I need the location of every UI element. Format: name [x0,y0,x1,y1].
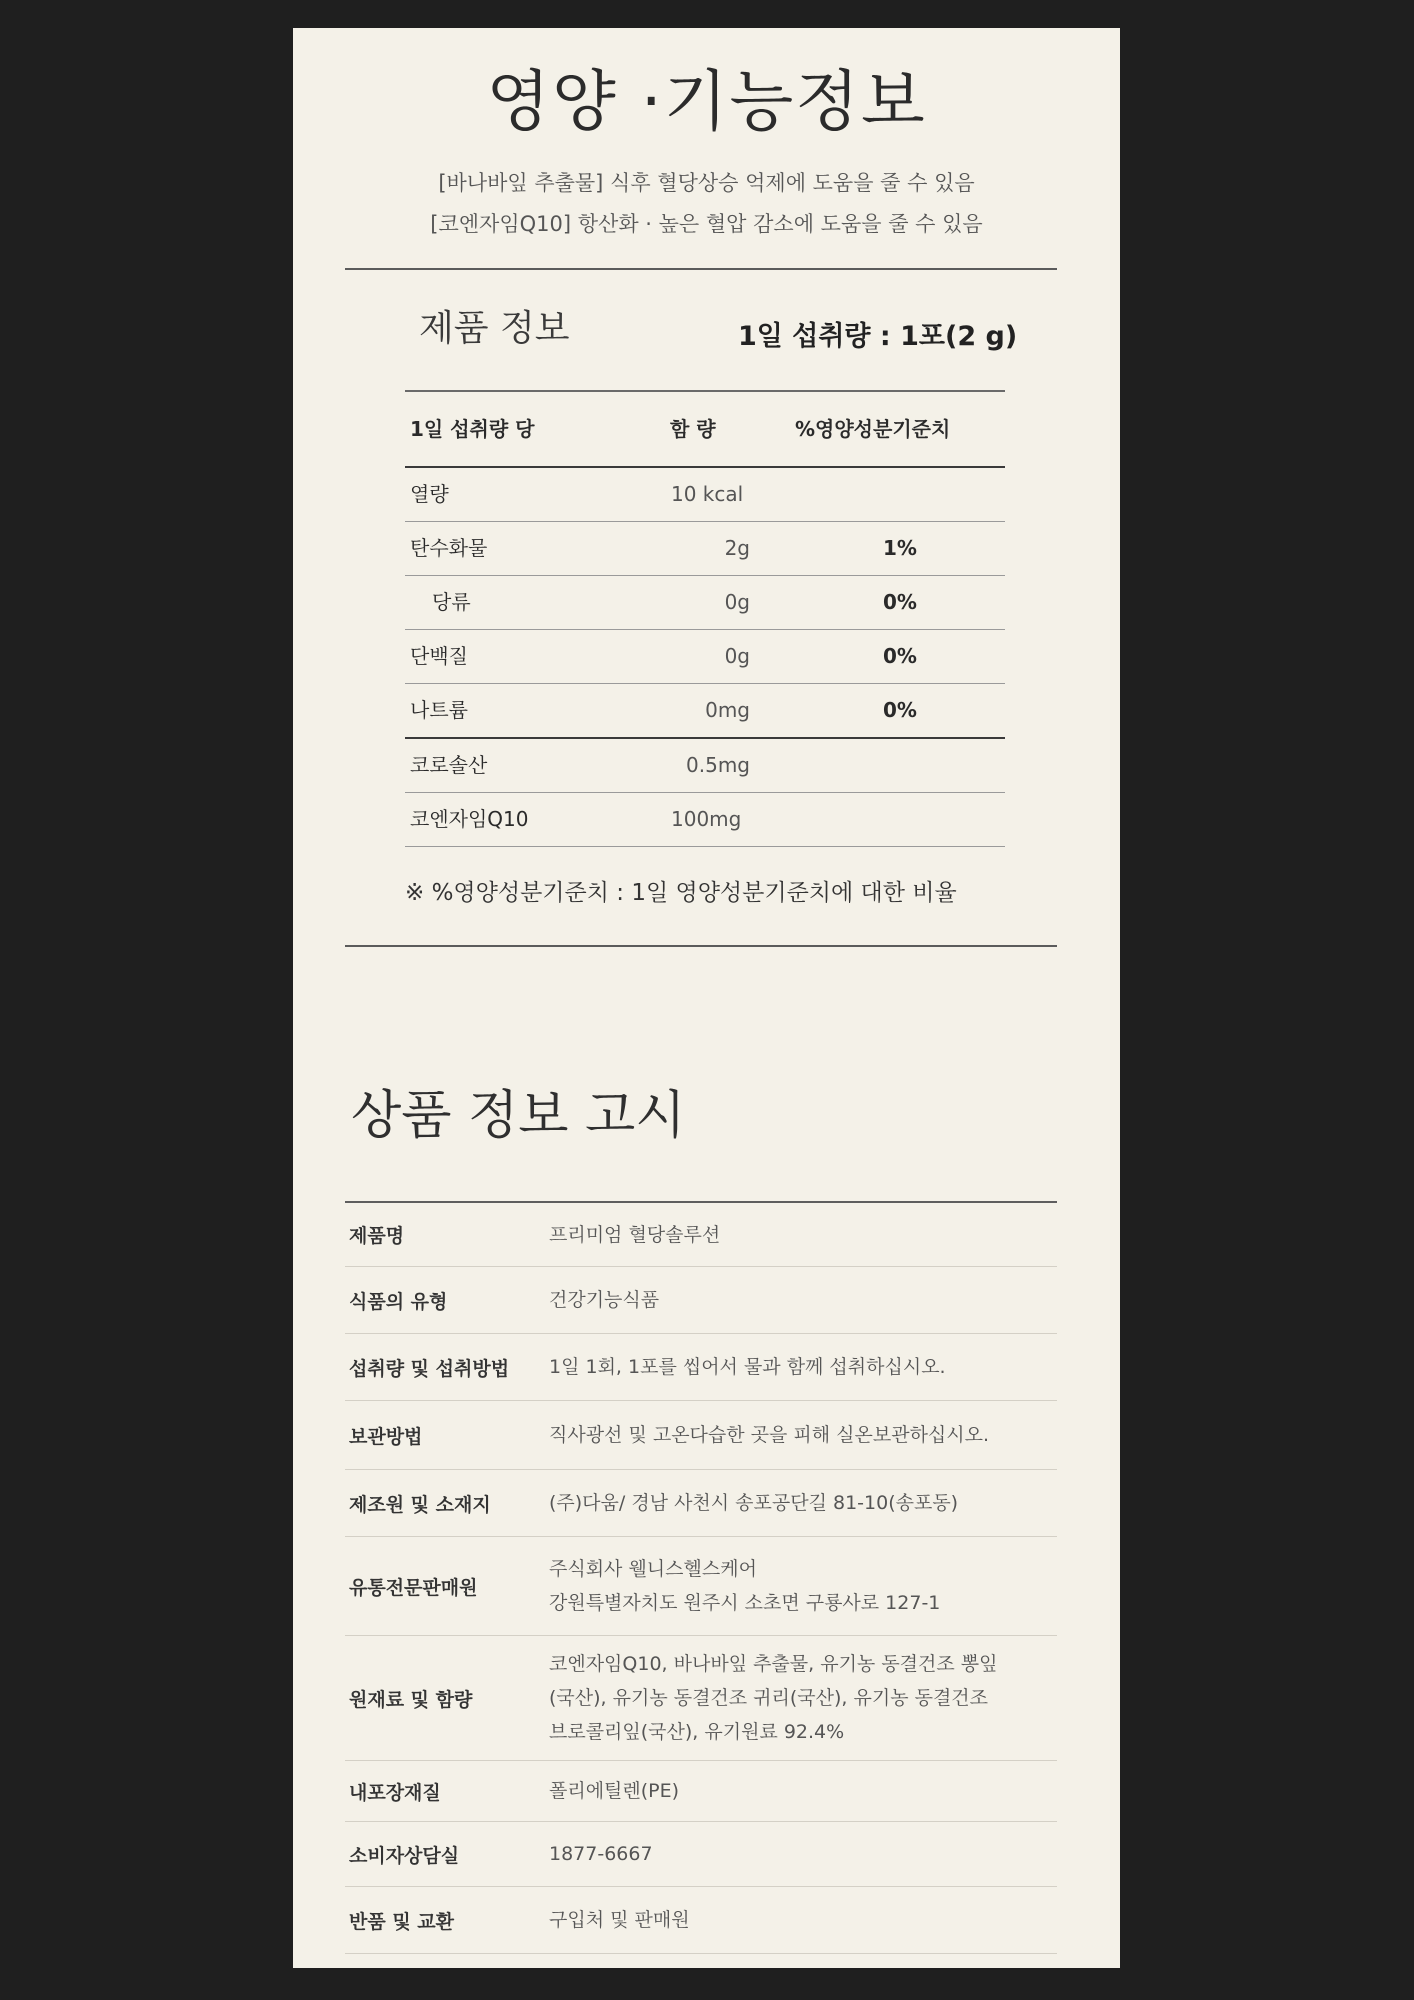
notice-key: 제품명 [349,1225,405,1247]
nutrient-pct: 0% [883,644,917,668]
product-info-panel [293,28,1120,1968]
notice-value [549,1647,1057,1749]
page-title: 영양 ·기능정보 [486,63,927,140]
nutrition-row [405,793,1005,847]
nutrient-amount: 100mg [671,807,742,831]
product-info-heading: 제품 정보 [419,308,570,349]
nutrient-pct: 0% [883,590,917,614]
notice-row [345,1267,1057,1334]
notice-row [345,1537,1057,1636]
notice-value-line: 건강기능식품 [549,1289,660,1311]
divider [345,268,1057,270]
notice-row [345,1203,1057,1267]
notice-row [345,1761,1057,1822]
nutrient-amount: 0g [724,590,750,614]
notice-value-line: 1877-6667 [549,1843,653,1865]
nutrient-name: 코로솔산 [410,753,488,777]
notice-row [345,1401,1057,1470]
notice-value [549,1418,1057,1452]
nutrition-row [405,684,1005,739]
nutrition-row [405,630,1005,684]
nutrient-amount: 2g [724,536,750,560]
nutrient-name: 나트륨 [410,698,468,722]
notice-value-line: 강원특별자치도 원주시 소초면 구룡사로 127-1 [549,1592,941,1614]
notice-value-line: 브로콜리잎(국산), 유기원료 92.4% [549,1721,845,1743]
nutrition-table-header [405,390,1005,468]
notice-value [549,1837,1057,1871]
nutrient-amount: 0g [724,644,750,668]
notice-value-line: 직사광선 및 고온다습한 곳을 피해 실온보관하십시오. [549,1424,990,1446]
nutrient-amount: 0mg [705,698,750,722]
notice-key: 소비자상담실 [349,1844,460,1867]
notice-key: 내포장재질 [349,1781,441,1804]
nutrition-row [405,468,1005,522]
header-daily-value: %영양성분기준치 [795,417,951,441]
nutrient-name: 당류 [432,590,471,614]
notice-key: 반품 및 교환 [349,1910,454,1933]
nutrition-table [405,390,1005,847]
notice-key: 섭취량 및 섭취방법 [349,1357,510,1380]
product-notice-table [345,1201,1057,1954]
notice-value-line: 프리미엄 혈당솔루션 [549,1223,721,1246]
function-claims [293,163,1120,245]
nutrient-name: 단백질 [410,644,468,668]
nutrition-row [405,522,1005,576]
notice-row [345,1822,1057,1887]
nutrition-row [405,739,1005,793]
notice-value [549,1774,1057,1808]
nutrient-name: 코엔자임Q10 [410,807,529,831]
notice-row [345,1887,1057,1954]
notice-value-line: (주)다움/ 경남 사천시 송포공단길 81-10(송포동) [549,1492,959,1514]
notice-value [549,1552,1057,1620]
daily-value-footnote: ※ %영양성분기준치 : 1일 영양성분기준치에 대한 비율 [405,880,957,906]
serving-size: 1일 섭취량 : 1포(2 g) [738,321,1018,352]
notice-value-line: 1일 1회, 1포를 씹어서 물과 함께 섭취하십시오. [549,1356,946,1378]
header-per-serving: 1일 섭취량 당 [410,417,535,441]
notice-value-line: 구입처 및 판매원 [549,1909,690,1931]
notice-key: 원재료 및 함량 [349,1688,473,1711]
notice-value-line: 코엔자임Q10, 바나바잎 추출물, 유기농 동결건조 뽕잎 [549,1653,998,1675]
notice-key: 보관방법 [349,1425,423,1448]
nutrient-amount: 0.5mg [686,753,750,777]
claim-line: [바나바잎 추출물] 식후 혈당상승 억제에 도움을 줄 수 있음 [438,171,975,195]
notice-value [549,1486,1057,1520]
nutrient-name: 탄수화물 [410,536,488,560]
notice-value-line: (국산), 유기농 동결건조 귀리(국산), 유기농 동결건조 [549,1687,989,1709]
notice-row [345,1470,1057,1537]
nutrition-row [405,576,1005,630]
notice-key: 식품의 유형 [349,1290,448,1313]
notice-value [549,1283,1057,1317]
notice-row [345,1636,1057,1761]
nutrient-pct: 1% [883,536,917,560]
notice-value [549,1903,1057,1937]
notice-value-line: 주식회사 웰니스헬스케어 [549,1558,757,1580]
notice-key: 유통전문판매원 [349,1576,478,1599]
nutrient-pct: 0% [883,698,917,722]
notice-key: 제조원 및 소재지 [349,1493,491,1516]
notice-value-line: 폴리에틸렌(PE) [549,1780,680,1802]
nutrient-amount: 10 kcal [671,482,744,506]
product-notice-heading: 상품 정보 고시 [351,1086,686,1146]
notice-value [549,1218,1057,1252]
divider [345,945,1057,947]
notice-row [345,1334,1057,1401]
notice-value [549,1350,1057,1384]
claim-line: [코엔자임Q10] 항산화 · 높은 혈압 감소에 도움을 줄 수 있음 [430,212,983,236]
nutrient-name: 열량 [410,482,449,506]
header-amount: 함 량 [670,417,716,441]
